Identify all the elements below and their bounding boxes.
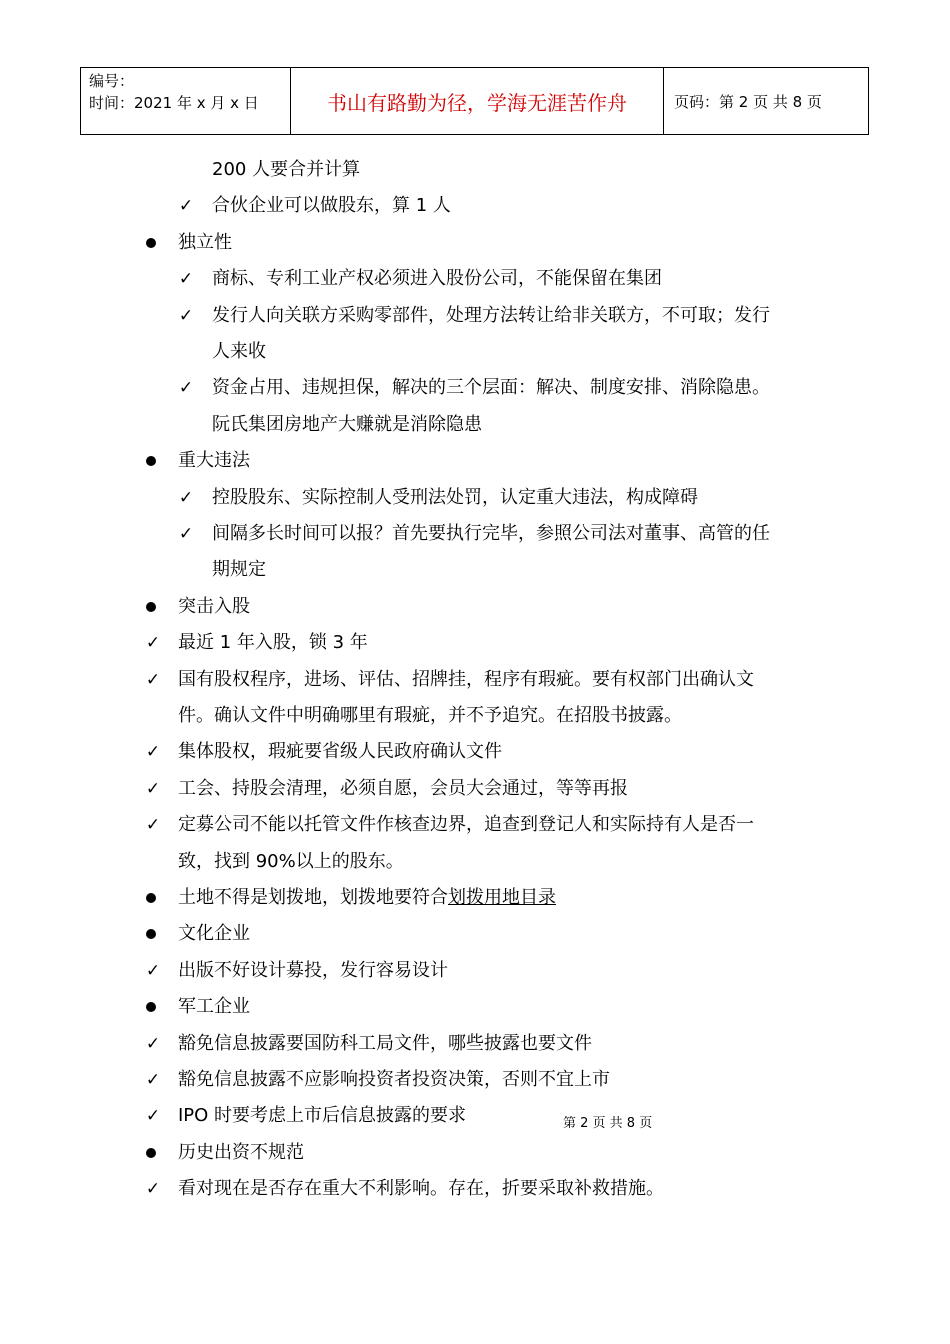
check-mark-icon: ✓ xyxy=(178,524,194,544)
list-item-text: 200 人要合并计算 xyxy=(212,159,361,180)
list-item-text: 定募公司不能以托管文件作核查边界，追查到登记人和实际持有人是否一 xyxy=(178,814,754,836)
bullet-dot-icon xyxy=(146,929,156,939)
list-item-text: 人来收 xyxy=(212,341,266,362)
header-meta-cell xyxy=(81,68,291,135)
list-item-text: 豁免信息披露不应影响投资者投资决策，否则不宜上市 xyxy=(178,1069,610,1090)
list-item-text: 商标、专利工业产权必须进入股份公司，不能保留在集团 xyxy=(212,268,662,290)
list-item-text: 控股股东、实际控制人受刑法处罚，认定重大违法，构成障碍 xyxy=(212,486,698,508)
list-item-text: 独立性 xyxy=(178,231,232,253)
list-item-text: 间隔多长时间可以报？首先要执行完毕，参照公司法对董事、高管的任 xyxy=(212,523,770,544)
list-item-text: 国有股权程序，进场、评估、招牌挂，程序有瑕疵。要有权部门出确认文 xyxy=(178,668,754,690)
check-mark-icon: ✓ xyxy=(145,960,161,981)
list-item-text: 件。确认文件中明确哪里有瑕疵，并不予追究。在招股书披露。 xyxy=(178,705,682,726)
list-item-text: 文化企业 xyxy=(178,923,250,945)
check-mark-icon: ✓ xyxy=(178,305,194,326)
check-mark-icon: ✓ xyxy=(145,669,161,690)
list-item-text: 最近 1 年入股，锁 3 年 xyxy=(178,632,368,654)
check-mark-icon: ✓ xyxy=(145,815,161,836)
check-mark-icon: ✓ xyxy=(178,487,194,508)
bullet-dot-icon xyxy=(146,456,156,466)
list-item-text: 看对现在是否存在重大不利影响。存在，折要采取补救措施。 xyxy=(178,1178,664,1200)
list-item-text: 期规定 xyxy=(212,559,266,581)
page-footer: 第 2 页 共 8 页 xyxy=(563,1116,653,1131)
check-mark-icon: ✓ xyxy=(145,1070,161,1090)
check-mark-icon: ✓ xyxy=(178,378,194,399)
list-item-text: 土地不得是划拨地，划拨地要符合划拨用地目录 xyxy=(178,887,556,908)
document-header xyxy=(80,67,869,135)
document-time-label: 时间：2021 年 x 月 x 日 xyxy=(89,94,259,112)
check-mark-icon: ✓ xyxy=(145,778,161,799)
list-item-text: 豁免信息披露要国防科工局文件，哪些披露也要文件 xyxy=(178,1032,592,1054)
list-item-text: 资金占用、违规担保，解决的三个层面：解决、制度安排、消除隐患。 xyxy=(212,377,770,399)
header-motto: 书山有路勤为径，学海无涯苦作舟 xyxy=(291,68,664,135)
underlined-term: 划拨用地目录 xyxy=(448,887,556,908)
list-item-text: 工会、持股会清理，必须自愿，会员大会通过，等等再报 xyxy=(178,777,628,799)
list-item-text: 合伙企业可以做股东，算 1 人 xyxy=(212,195,451,217)
list-item-text: 发行人向关联方采购零部件，处理方法转让给非关联方，不可取；发行 xyxy=(212,304,770,326)
document-number-label: 编号： xyxy=(89,72,135,90)
bullet-dot-icon xyxy=(146,893,156,903)
list-item-text: IPO 时要考虑上市后信息披露的要求 xyxy=(178,1105,467,1127)
list-item-text: 重大违法 xyxy=(178,450,250,472)
bullet-dot-icon xyxy=(146,602,156,612)
list-item-text: 军工企业 xyxy=(178,996,250,1018)
check-mark-icon: ✓ xyxy=(145,1033,161,1054)
header-page-label: 页码：第 2 页 共 8 页 xyxy=(664,68,869,135)
bullet-dot-icon xyxy=(146,1148,156,1158)
check-mark-icon: ✓ xyxy=(178,269,194,290)
check-mark-icon: ✓ xyxy=(145,1179,161,1200)
list-item-text: 出版不好设计募投，发行容易设计 xyxy=(178,959,448,981)
check-mark-icon: ✓ xyxy=(145,742,161,763)
check-mark-icon: ✓ xyxy=(145,633,161,654)
list-item-text: 突击入股 xyxy=(178,595,250,617)
list-item-text: 历史出资不规范 xyxy=(178,1141,304,1163)
list-item-text: 阮氏集团房地产大赚就是消除隐患 xyxy=(212,413,482,435)
list-item-text: 致，找到 90%以上的股东。 xyxy=(178,850,404,872)
bullet-dot-icon xyxy=(146,238,156,248)
bullet-dot-icon xyxy=(146,1002,156,1012)
check-mark-icon: ✓ xyxy=(178,196,194,217)
check-mark-icon: ✓ xyxy=(145,1106,161,1127)
list-item-text: 集体股权，瑕疵要省级人民政府确认文件 xyxy=(178,741,502,763)
